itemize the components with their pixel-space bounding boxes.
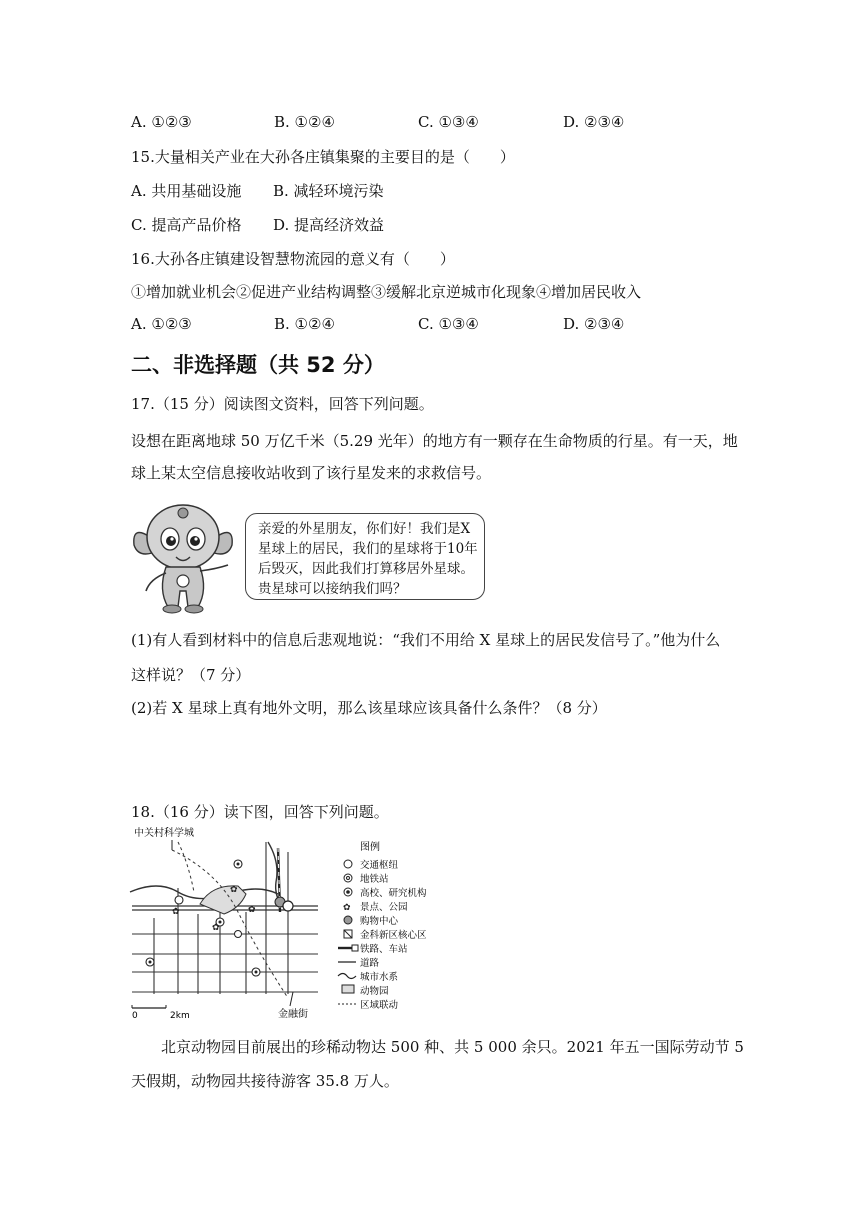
- q17-sub1-line2: 这样说？（7 分）: [131, 666, 251, 684]
- q17-sub2: (2)若 X 星球上真有地外文明，那么该星球应该具备什么条件？（8 分）: [131, 699, 607, 717]
- legend-item-5: 购物中心: [360, 916, 399, 927]
- map-label-jrj: 金融街: [278, 1009, 308, 1020]
- map-label-zgc: 中关村科学城: [134, 828, 194, 839]
- section-heading: 二、非选择题（共 52 分）: [131, 353, 385, 377]
- q15-option-a: A. 共用基础设施: [131, 182, 242, 200]
- beijing-zoo-map: [128, 822, 458, 1022]
- q16-statements: ①增加就业机会②促进产业结构调整③缓解北京逆城市化现象④增加居民收入: [131, 283, 642, 301]
- q15-option-b: B. 减轻环境污染: [273, 182, 384, 200]
- svg-text:✿: ✿: [343, 903, 351, 913]
- q16-option-d: D. ②③④: [563, 315, 625, 333]
- q14-option-a: A. ①②③: [131, 113, 192, 131]
- map-scale-zero: 0: [132, 1011, 138, 1021]
- q15-options-row2: [131, 214, 731, 234]
- q18-stem: 18.（16 分）读下图，回答下列问题。: [131, 803, 389, 821]
- q16-option-c: C. ①③④: [418, 315, 479, 333]
- legend-item-1: 交通枢纽: [360, 860, 399, 871]
- q16-options: [131, 315, 731, 335]
- q18-paragraph-line1: 北京动物园目前展出的珍稀动物达 500 种、共 5 000 余只。2021 年五一国际劳动节 5: [161, 1038, 744, 1056]
- q14-option-c: C. ①③④: [418, 113, 479, 131]
- svg-text:✿: ✿: [230, 885, 238, 895]
- legend-item-10: 动物园: [360, 986, 389, 997]
- q17-material-line1: 设想在距离地球 50 万亿千米（5.29 光年）的地方有一颗存在生命物质的行星。有一天，地: [131, 432, 738, 450]
- q15-option-d: D. 提高经济效益: [273, 216, 385, 234]
- q16-option-b: B. ①②④: [274, 315, 335, 333]
- map-legend: [338, 840, 427, 1011]
- legend-item-6: 金科新区核心区: [360, 930, 427, 941]
- q14-option-d: D. ②③④: [563, 113, 625, 131]
- legend-item-3: 高校、研究机构: [360, 888, 427, 899]
- q16-stem: 16.大孙各庄镇建设智慧物流园的意义有（ ）: [131, 250, 455, 268]
- svg-text:✿: ✿: [212, 923, 220, 933]
- q14-options: [131, 113, 731, 133]
- svg-text:✿: ✿: [248, 905, 256, 915]
- map-scale-value: 2km: [170, 1011, 190, 1021]
- svg-text:✿: ✿: [172, 907, 180, 917]
- q15-option-c: C. 提高产品价格: [131, 216, 242, 234]
- legend-item-2: 地铁站: [360, 874, 389, 885]
- legend-item-4: 景点、公园: [360, 902, 408, 913]
- q18-paragraph-line2: 天假期，动物园共接待游客 35.8 万人。: [131, 1072, 399, 1090]
- alien-illustration: [128, 495, 238, 617]
- legend-item-9: 城市水系: [360, 972, 399, 983]
- legend-item-8: 道路: [360, 958, 380, 969]
- q15-options-row1: [131, 180, 731, 200]
- q15-stem: 15.大量相关产业在大孙各庄镇集聚的主要目的是（ ）: [131, 148, 515, 166]
- speech-bubble-text: 亲爱的外星朋友，你们好！我们是X星球上的居民，我们的星球将于10年后毁灭，因此我们打算移居外星球。贵星球可以接纳我们吗？: [258, 521, 478, 597]
- q16-option-a: A. ①②③: [131, 315, 192, 333]
- q17-material-line2: 球上某太空信息接收站收到了该行星发来的求救信号。: [131, 464, 492, 482]
- legend-item-11: 区域联动: [360, 1000, 399, 1011]
- legend-item-7: 铁路、车站: [360, 944, 408, 955]
- q14-option-b: B. ①②④: [274, 113, 335, 131]
- speech-bubble: [245, 513, 485, 600]
- q17-stem: 17.（15 分）阅读图文资料，回答下列问题。: [131, 395, 434, 413]
- q17-sub1-line1: (1)有人看到材料中的信息后悲观地说：“我们不用给 X 星球上的居民发信号了。”他为什么: [131, 631, 721, 649]
- legend-title: 图例: [360, 842, 380, 853]
